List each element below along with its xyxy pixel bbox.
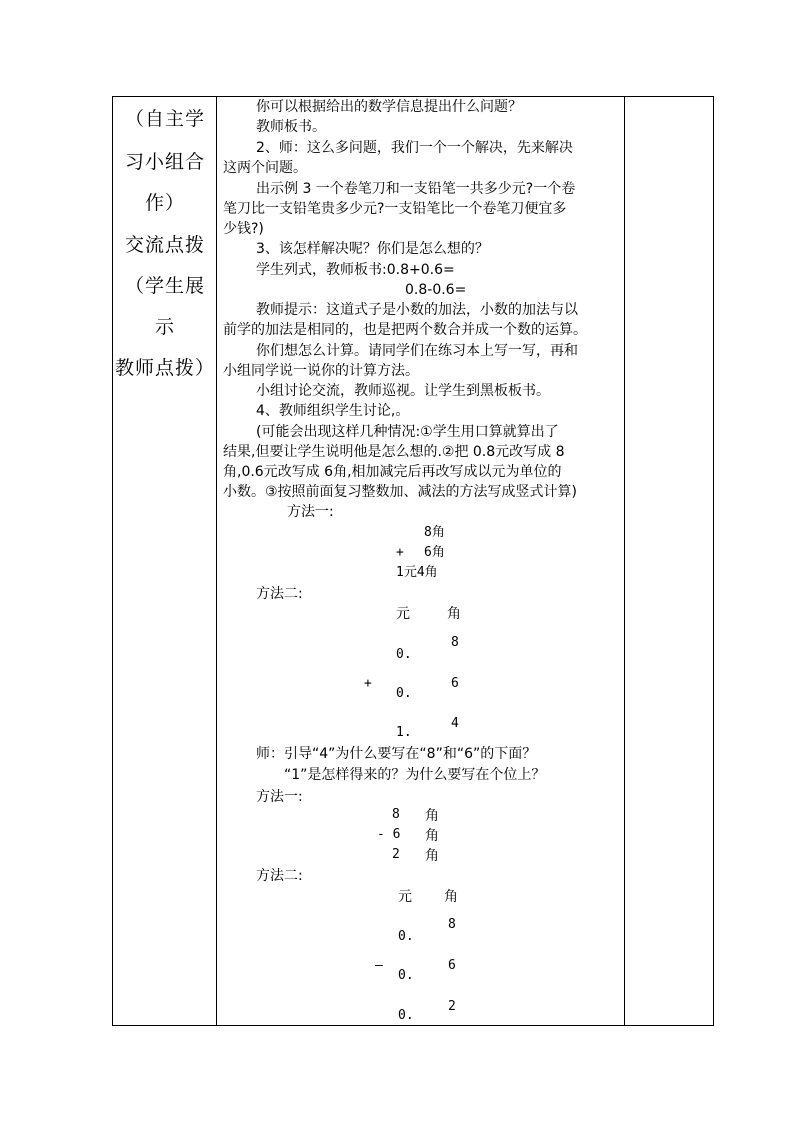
calc-value: 0. bbox=[398, 929, 414, 944]
text-line: 你可以根据给出的数学信息提出什么问题？ bbox=[256, 99, 522, 115]
calc-value: 6角 bbox=[424, 545, 445, 560]
stage-label: 交流点拨 bbox=[124, 234, 205, 256]
text-line: 这两个问题。 bbox=[223, 160, 307, 176]
text-line: 教师板书。 bbox=[256, 119, 326, 135]
calc-value: 2 bbox=[448, 999, 456, 1014]
calc-operator: + bbox=[396, 545, 404, 560]
text-line: 3、该怎样解决呢？你们是怎么想的？ bbox=[256, 241, 489, 257]
calc-value: 8 bbox=[448, 917, 456, 932]
calc-unit: 角 bbox=[425, 848, 439, 864]
column-divider-2 bbox=[624, 97, 625, 1025]
calc-result: 2 bbox=[392, 847, 400, 862]
text-line: 2、师：这么多问题，我们一个一个解决，先来解决 bbox=[256, 140, 573, 156]
calc-header: 角 bbox=[447, 606, 461, 622]
calc-value: 0. bbox=[396, 686, 412, 701]
calc-unit: 角 bbox=[425, 808, 439, 824]
text-line: 0.8-0.6= bbox=[405, 282, 467, 298]
text-line: 少钱?) bbox=[223, 221, 264, 237]
text-line: 方法二: bbox=[256, 868, 303, 884]
calc-value: 8 bbox=[451, 635, 459, 650]
text-line: 方法一: bbox=[256, 789, 303, 805]
calc-operator: – bbox=[375, 958, 383, 973]
text-line: 方法二: bbox=[256, 586, 303, 602]
text-line: 角,0.6元改写成 6角,相加减完后再改写成以元为单位的 bbox=[223, 464, 562, 480]
calc-value: 8 bbox=[392, 807, 400, 822]
calc-value: 0. bbox=[396, 647, 412, 662]
text-line: 小数。③按照前面复习整数加、减法的方法写成竖式计算) bbox=[223, 484, 578, 500]
text-line: 小组同学说一说你的计算方法。 bbox=[223, 363, 419, 379]
calc-result: 1元4角 bbox=[396, 565, 438, 580]
text-line: (可能会出现这样几种情况:①学生用口算就算出了 bbox=[256, 424, 559, 440]
lesson-table bbox=[112, 96, 714, 1026]
calc-header: 角 bbox=[444, 889, 458, 905]
stage-label: 教师点拨） bbox=[114, 357, 215, 379]
text-line: 笔刀比一支铅笔贵多少元?一支铅笔比一个卷笔刀便宜多 bbox=[223, 201, 567, 217]
stage-label: （自主学 bbox=[124, 108, 205, 130]
stage-label: 作） bbox=[144, 192, 185, 214]
text-line: 结果,但要让学生说明他是怎么想的.②把 0.8元改写成 8 bbox=[223, 444, 565, 460]
calc-value: 0. bbox=[398, 968, 414, 983]
stage-label: 示 bbox=[154, 316, 175, 338]
text-line: 方法一: bbox=[287, 504, 334, 520]
calc-unit: 角 bbox=[425, 828, 439, 844]
text-line: 前学的加法是相同的，也是把两个数合并成一个数的运算。 bbox=[223, 322, 587, 338]
calc-value: 6 bbox=[451, 676, 459, 691]
calc-value: 6 bbox=[448, 958, 456, 973]
text-line: 你们想怎么计算。请同学们在练习本上写一写，再和 bbox=[256, 343, 578, 359]
calc-header: 元 bbox=[398, 889, 412, 905]
text-line: 4、教师组织学生讨论,。 bbox=[256, 403, 410, 419]
stage-label: （学生展 bbox=[124, 275, 205, 297]
text-line: 小组讨论交流，教师巡视。让学生到黑板板书。 bbox=[256, 383, 550, 399]
text-line: 学生列式，教师板书:0.8+0.6= bbox=[256, 262, 455, 278]
calc-value: - 6 bbox=[377, 827, 401, 842]
text-line: “1”是怎样得来的？为什么要写在个位上？ bbox=[284, 767, 546, 783]
calc-result: 1. bbox=[396, 725, 412, 740]
calc-value: 4 bbox=[451, 716, 459, 731]
calc-result: 0. bbox=[398, 1008, 414, 1023]
calc-header: 元 bbox=[396, 606, 410, 622]
calc-operator: + bbox=[364, 676, 372, 691]
stage-label: 习小组合 bbox=[124, 151, 205, 173]
text-line: 师：引导“4”为什么要写在“8”和“6”的下面？ bbox=[256, 746, 537, 762]
text-line: 教师提示：这道式子是小数的加法，小数的加法与以 bbox=[256, 302, 578, 318]
calc-value: 8角 bbox=[424, 525, 445, 540]
text-line: 出示例 3 一个卷笔刀和一支铅笔一共多少元?一个卷 bbox=[256, 181, 576, 197]
